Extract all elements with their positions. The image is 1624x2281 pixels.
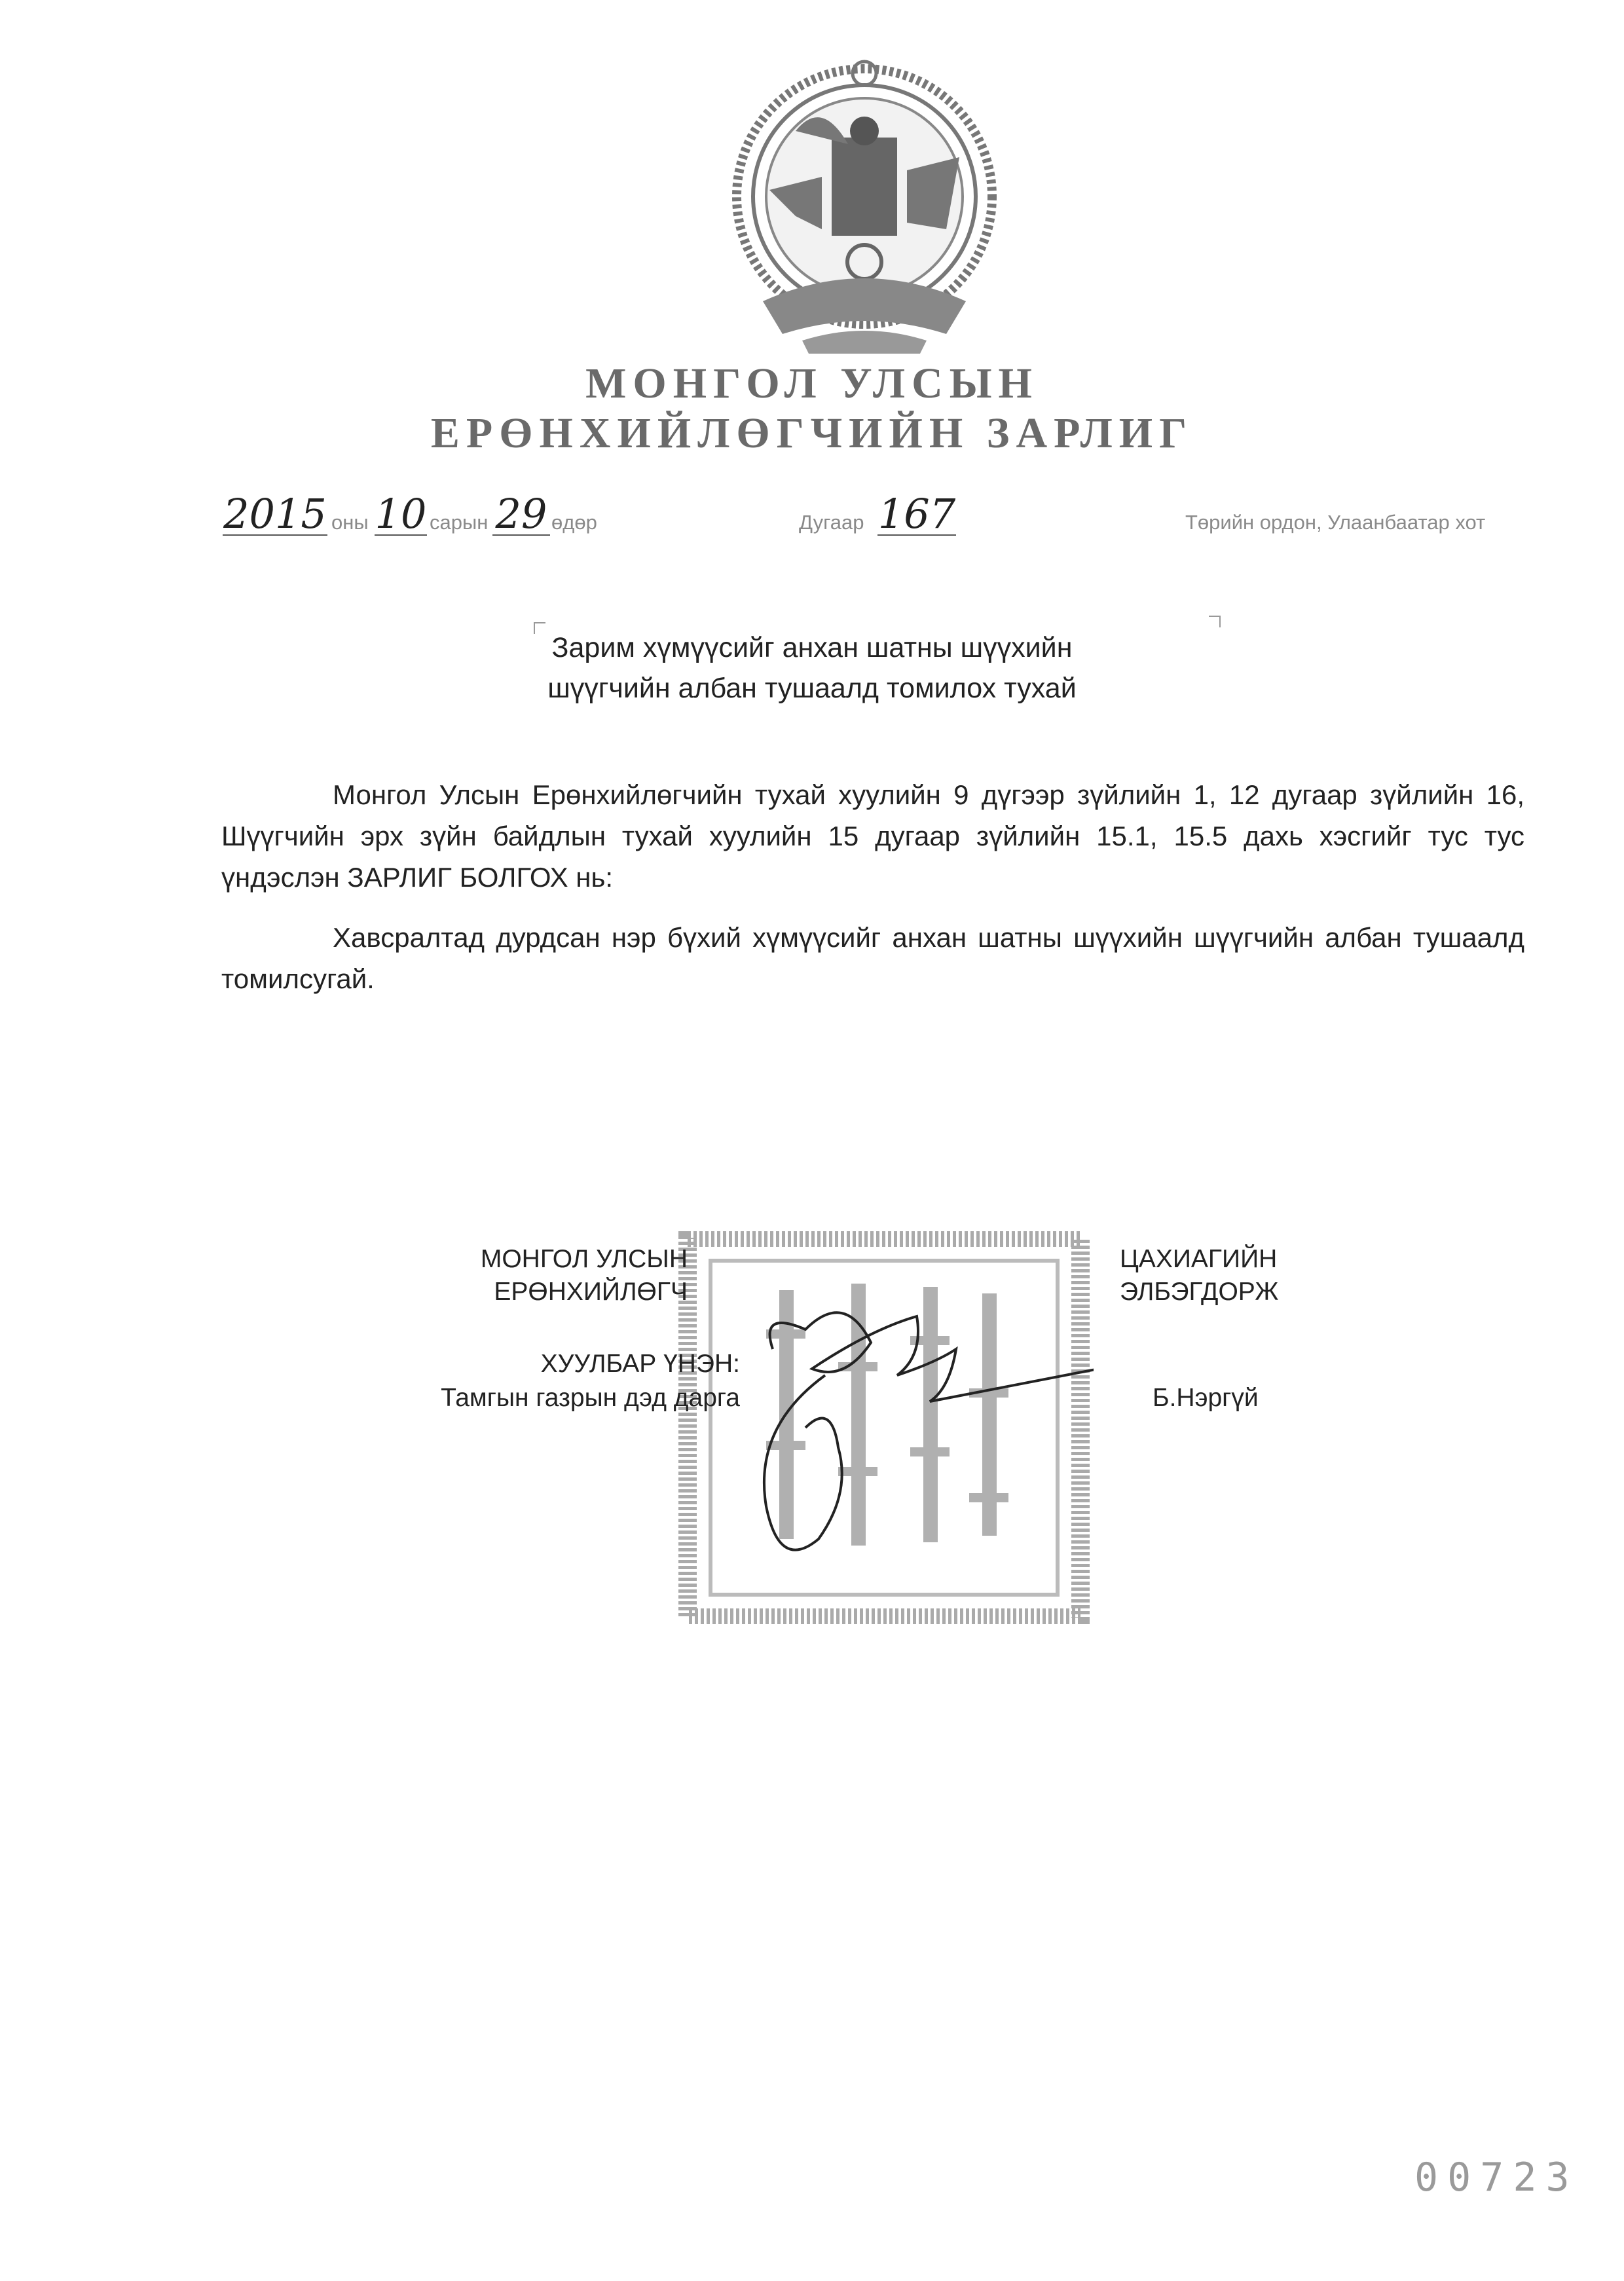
place-of-issue: Төрийн ордон, Улаанбаатар хот	[1185, 511, 1486, 534]
signatory-title-line1: МОНГОЛ УЛСЫН	[480, 1245, 688, 1273]
document-serial-number: 00723	[1414, 2155, 1579, 2200]
date-month-suffix: сарын	[430, 511, 489, 534]
certify-label: ХУУЛБАР ҮНЭН:	[540, 1350, 740, 1378]
body-paragraph-1: Монгол Улсын Ерөнхийлөгчийн тухай хуулийн 9 дүгээр зүйлийн 1, 12 дугаар зүйлийн 16, Шүүгчийн эрх зүйн байдлын тухай хуулийн 15 дугаар зүйлийн 15.1, 15.5 дахь хэсгийг тус тус үндэслэн ЗАРЛИГ БОЛГОХ нь:	[221, 779, 1524, 893]
subject-bracket-right	[1209, 616, 1221, 627]
certify-title: Тамгын газрын дэд дарга	[441, 1384, 740, 1412]
subject-line1: Зарим хүмүүсийг анхан шатны шүүхийн	[551, 632, 1073, 663]
date-day-suffix: өдөр	[551, 511, 597, 534]
official-seal	[674, 1231, 1094, 1624]
date-month: 10	[375, 490, 427, 538]
date-year-suffix: оны	[331, 511, 369, 534]
date-year: 2015	[223, 490, 327, 538]
signatory-title-line2: ЕРӨНХИЙЛӨГЧ	[494, 1278, 688, 1306]
decree-number: 167	[877, 490, 956, 538]
number-label: Дугаар	[799, 511, 864, 534]
decree-title-line1: МОНГОЛ УЛСЫН	[585, 360, 1039, 407]
decree-title-line2: ЕРӨНХИЙЛӨГЧИЙН ЗАРЛИГ	[430, 409, 1194, 457]
subject-line2: шүүгчийн албан тушаалд томилох тухай	[547, 673, 1077, 704]
signatory-name-line1: ЦАХИАГИЙН	[1120, 1245, 1278, 1273]
signatory-name-line2: ЭЛБЭГДОРЖ	[1120, 1278, 1279, 1306]
certify-name: Б.Нэргүй	[1153, 1384, 1259, 1412]
date-day: 29	[492, 494, 550, 536]
body-paragraph-2: Хавсралтад дурдсан нэр бүхий хүмүүсийг анхан шатны шүүхийн шүүгчийн албан тушаалд томилсугай.	[221, 922, 1524, 994]
state-emblem	[724, 59, 1005, 354]
